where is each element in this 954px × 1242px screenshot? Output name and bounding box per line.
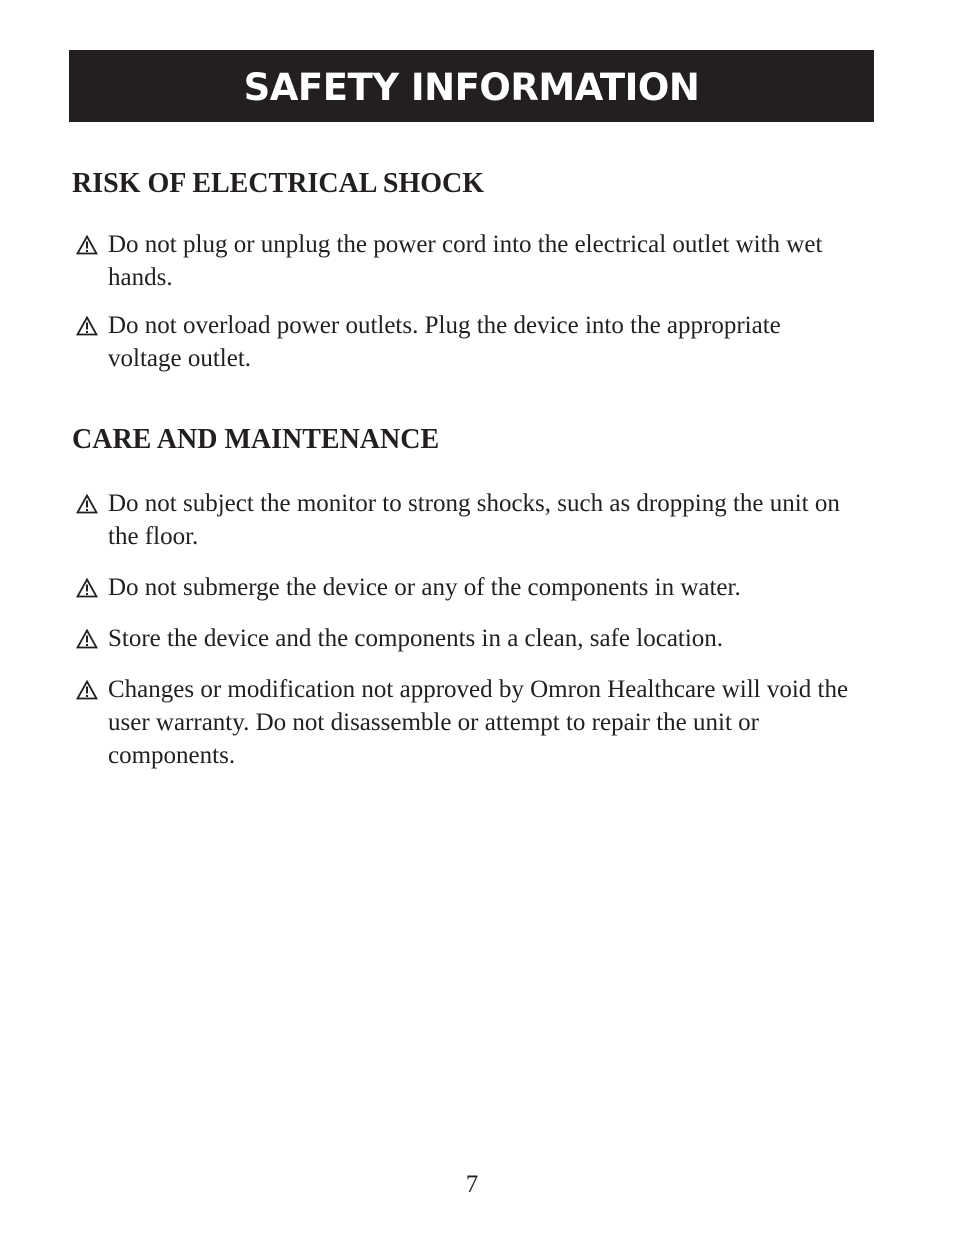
warning-text: Do not plug or unplug the power cord into the electrical outlet with wet hands. <box>108 231 823 291</box>
warning-triangle-icon <box>76 578 98 598</box>
warning-triangle-icon <box>76 494 98 514</box>
warning-text: Do not submerge the device or any of the components in water. <box>108 574 741 601</box>
warning-item <box>76 571 856 604</box>
warning-triangle-icon <box>76 629 98 649</box>
warning-item <box>76 673 856 772</box>
warning-text: Do not subject the monitor to strong shocks, such as dropping the unit on the floor. <box>108 490 840 550</box>
warning-text: Do not overload power outlets. Plug the device into the appropriate voltage outlet. <box>108 312 781 372</box>
page-title: SAFETY INFORMATION <box>243 65 700 109</box>
warning-item <box>76 228 856 294</box>
warning-triangle-icon <box>76 235 98 255</box>
section-heading-care-maintenance: CARE AND MAINTENANCE <box>72 424 440 455</box>
warning-text: Store the device and the components in a clean, safe location. <box>108 625 724 652</box>
page-number: 7 <box>465 1171 479 1198</box>
warning-item <box>76 622 856 655</box>
warning-text: Changes or modification not approved by Omron Healthcare will void the user warranty. Do not disassemble or attempt to repair the unit or components. <box>108 676 849 769</box>
section-heading-electrical-shock: RISK OF ELECTRICAL SHOCK <box>72 168 485 199</box>
warning-item <box>76 309 856 375</box>
warning-triangle-icon <box>76 316 98 336</box>
section-title-banner <box>69 50 874 122</box>
warning-item <box>76 487 856 553</box>
warning-triangle-icon <box>76 680 98 700</box>
